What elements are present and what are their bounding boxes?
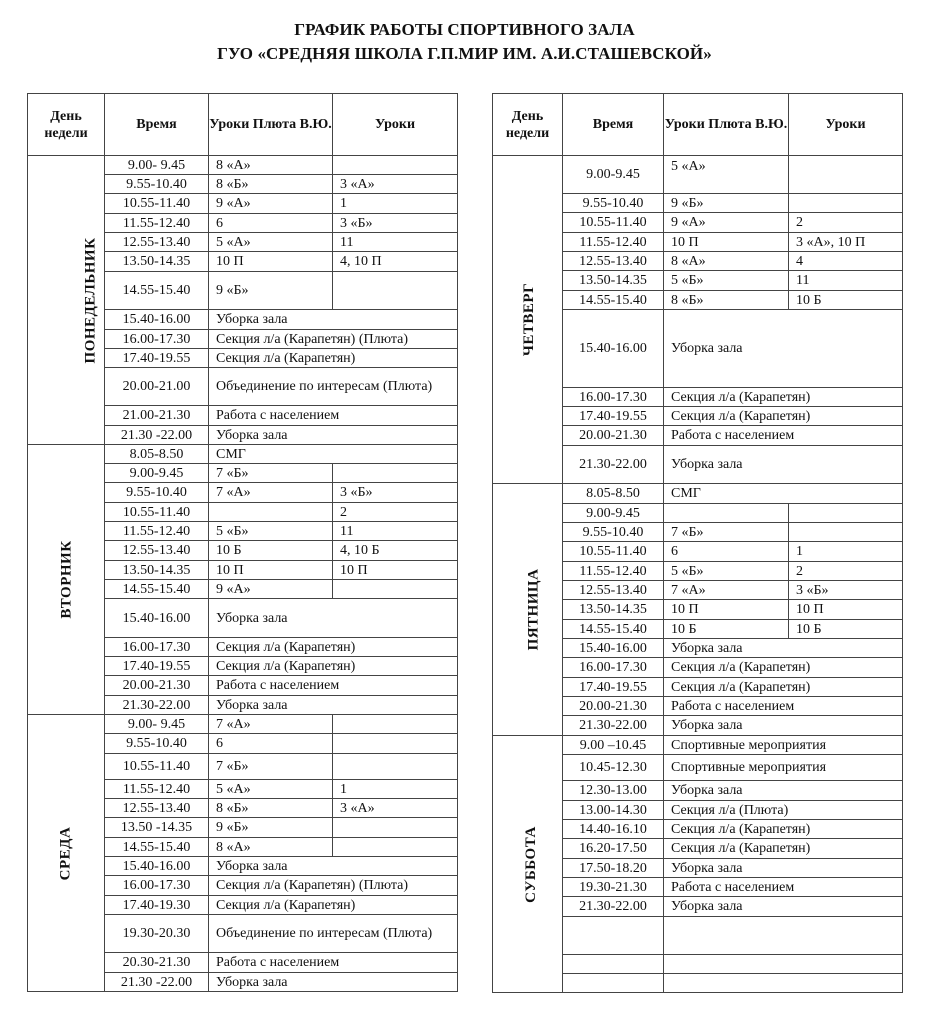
pluta-lesson-cell: 5 «А» <box>209 233 333 252</box>
time-cell: 21.00-21.30 <box>105 406 209 426</box>
pluta-lesson-cell: 7 «Б» <box>664 523 789 542</box>
time-cell: 9.00-9.45 <box>563 156 664 194</box>
activity-cell: Работа с населением <box>209 406 458 426</box>
activity-cell: Уборка зала <box>664 310 903 388</box>
time-cell: 11.55-12.40 <box>563 233 664 252</box>
activity-cell: Секция л/а (Карапетян) <box>209 349 458 368</box>
pluta-lesson-cell: 8 «А» <box>664 252 789 271</box>
time-cell: 17.40-19.55 <box>563 407 664 426</box>
time-cell: 21.30 -22.00 <box>105 973 209 992</box>
activity-cell <box>664 955 903 974</box>
activity-cell: Уборка зала <box>209 857 458 876</box>
lesson-cell <box>789 523 903 542</box>
lesson-cell: 1 <box>789 542 903 562</box>
activity-cell: Объединение по интересам (Плюта) <box>209 368 458 406</box>
activity-cell: Работа с населением <box>664 878 903 897</box>
lesson-cell: 4, 10 Б <box>333 541 458 561</box>
document-subtitle: ГУО «СРЕДНЯЯ ШКОЛА Г.П.МИР ИМ. А.И.СТАШЕВСКОЙ» <box>217 44 712 63</box>
lesson-cell: 10 Б <box>789 620 903 639</box>
pluta-lesson-cell: 6 <box>209 214 333 233</box>
pluta-lesson-cell: 5 «А» <box>664 156 789 194</box>
activity-cell: Уборка зала <box>209 696 458 715</box>
time-cell: 11.55-12.40 <box>105 214 209 233</box>
time-cell: 21.30-22.00 <box>563 446 664 484</box>
day-cell <box>493 484 563 736</box>
table-row <box>493 736 903 755</box>
activity-cell: Секция л/а (Карапетян) <box>664 658 903 678</box>
pluta-lesson-cell: 9 «Б» <box>209 818 333 838</box>
activity-cell: Уборка зала <box>664 639 903 658</box>
pluta-lesson-cell: 10 П <box>209 252 333 272</box>
lesson-cell: 2 <box>789 562 903 581</box>
pluta-lesson-cell: 9 «А» <box>209 194 333 214</box>
pluta-lesson-cell: 6 <box>209 734 333 754</box>
time-cell: 15.40-16.00 <box>105 310 209 330</box>
time-cell: 10.45-12.30 <box>563 755 664 781</box>
pluta-lesson-cell: 5 «А» <box>209 780 333 799</box>
pluta-lesson-cell: 10 П <box>209 561 333 580</box>
pluta-lesson-cell: 5 «Б» <box>664 271 789 291</box>
time-cell: 14.55-15.40 <box>563 620 664 639</box>
time-cell: 19.30-21.30 <box>563 878 664 897</box>
lesson-cell: 3 «Б» <box>333 483 458 503</box>
time-cell: 10.55-11.40 <box>105 754 209 780</box>
activity-cell: Объединение по интересам (Плюта) <box>209 915 458 953</box>
activity-cell: Секция л/а (Карапетян) <box>664 407 903 426</box>
table-body <box>493 156 903 993</box>
pluta-lesson-cell: 7 «А» <box>664 581 789 600</box>
activity-cell: СМГ <box>209 445 458 464</box>
lesson-cell <box>333 580 458 599</box>
activity-cell: Уборка зала <box>664 859 903 878</box>
activity-cell: Уборка зала <box>664 716 903 736</box>
header-lessons: Уроки <box>333 94 458 156</box>
table-body <box>28 156 458 992</box>
document-title: ГРАФИК РАБОТЫ СПОРТИВНОГО ЗАЛА <box>294 20 635 39</box>
lesson-cell: 11 <box>333 522 458 541</box>
time-cell: 12.55-13.40 <box>105 799 209 818</box>
time-cell: 9.00- 9.45 <box>105 715 209 734</box>
time-cell: 16.00-17.30 <box>563 388 664 407</box>
day-name: СУББОТА <box>522 825 539 903</box>
lesson-cell <box>333 464 458 483</box>
lesson-cell <box>789 504 903 523</box>
time-cell: 13.00-14.30 <box>563 801 664 820</box>
lesson-cell <box>333 156 458 175</box>
table-row <box>28 715 458 734</box>
lesson-cell: 10 П <box>333 561 458 580</box>
activity-cell: Секция л/а (Карапетян) <box>664 388 903 407</box>
time-cell <box>563 974 664 993</box>
table-row <box>493 156 903 194</box>
activity-cell: Секция л/а (Карапетян) (Плюта) <box>209 876 458 896</box>
pluta-lesson-cell: 9 «А» <box>664 213 789 233</box>
pluta-lesson-cell: 7 «Б» <box>209 754 333 780</box>
header-pluta-lessons: Уроки Плюта В.Ю. <box>209 94 333 156</box>
time-cell <box>563 917 664 955</box>
time-cell: 10.55-11.40 <box>105 503 209 522</box>
time-cell: 12.55-13.40 <box>563 252 664 271</box>
time-cell: 9.55-10.40 <box>563 194 664 213</box>
lesson-cell: 2 <box>789 213 903 233</box>
day-name: ВТОРНИК <box>58 540 75 619</box>
time-cell: 15.40-16.00 <box>563 310 664 388</box>
lesson-cell <box>789 156 903 194</box>
time-cell: 12.55-13.40 <box>105 233 209 252</box>
pluta-lesson-cell: 5 «Б» <box>664 562 789 581</box>
activity-cell: Уборка зала <box>209 599 458 638</box>
pluta-lesson-cell: 8 «Б» <box>209 799 333 818</box>
lesson-cell: 3 «А», 10 П <box>789 233 903 252</box>
time-cell: 20.00-21.00 <box>105 368 209 406</box>
activity-cell: Уборка зала <box>209 426 458 445</box>
day-cell <box>493 736 563 993</box>
activity-cell: Секция л/а (Карапетян) <box>664 678 903 697</box>
pluta-lesson-cell: 8 «А» <box>209 838 333 857</box>
time-cell: 13.50-14.35 <box>105 561 209 580</box>
header-day: День недели <box>28 94 105 156</box>
time-cell: 20.00-21.30 <box>105 676 209 696</box>
lesson-cell <box>333 715 458 734</box>
activity-cell: Работа с населением <box>209 676 458 696</box>
time-cell: 13.50-14.35 <box>105 252 209 272</box>
activity-cell: Секция л/а (Карапетян) <box>209 896 458 915</box>
time-cell: 21.30-22.00 <box>563 716 664 736</box>
pluta-lesson-cell: 7 «Б» <box>209 464 333 483</box>
time-cell: 9.55-10.40 <box>105 734 209 754</box>
time-cell: 12.55-13.40 <box>563 581 664 600</box>
activity-cell: Уборка зала <box>664 781 903 801</box>
table-row <box>28 156 458 175</box>
activity-cell: Секция л/а (Карапетян) <box>209 657 458 676</box>
header-row <box>493 94 903 156</box>
pluta-lesson-cell <box>209 503 333 522</box>
pluta-lesson-cell: 10 П <box>664 233 789 252</box>
time-cell: 14.55-15.40 <box>563 291 664 310</box>
time-cell: 16.00-17.30 <box>105 638 209 657</box>
activity-cell: Работа с населением <box>209 953 458 973</box>
time-cell: 21.30 -22.00 <box>105 426 209 445</box>
pluta-lesson-cell: 5 «Б» <box>209 522 333 541</box>
header-pluta-lessons: Уроки Плюта В.Ю. <box>664 94 789 156</box>
activity-cell <box>664 917 903 955</box>
time-cell: 10.55-11.40 <box>563 213 664 233</box>
time-cell: 16.00-17.30 <box>105 330 209 349</box>
lesson-cell: 10 Б <box>789 291 903 310</box>
activity-cell: Секция л/а (Карапетян) (Плюта) <box>209 330 458 349</box>
pluta-lesson-cell: 9 «А» <box>209 580 333 599</box>
lesson-cell <box>333 818 458 838</box>
lesson-cell: 3 «А» <box>333 175 458 194</box>
time-cell: 17.40-19.55 <box>105 349 209 368</box>
lesson-cell: 10 П <box>789 600 903 620</box>
time-cell: 13.50-14.35 <box>563 600 664 620</box>
activity-cell: Секция л/а (Карапетян) <box>209 638 458 657</box>
activity-cell: Уборка зала <box>209 973 458 992</box>
day-name: СРЕДА <box>57 826 74 880</box>
lesson-cell: 4, 10 П <box>333 252 458 272</box>
time-cell: 15.40-16.00 <box>105 599 209 638</box>
activity-cell: Работа с населением <box>664 697 903 716</box>
time-cell: 12.55-13.40 <box>105 541 209 561</box>
activity-cell: СМГ <box>664 484 903 504</box>
activity-cell: Секция л/а (Карапетян) <box>664 820 903 839</box>
time-cell: 9.00 –10.45 <box>563 736 664 755</box>
pluta-lesson-cell <box>664 504 789 523</box>
time-cell: 16.00-17.30 <box>563 658 664 678</box>
pluta-lesson-cell: 7 «А» <box>209 483 333 503</box>
activity-cell: Уборка зала <box>664 897 903 917</box>
table-row <box>493 484 903 504</box>
time-cell: 14.55-15.40 <box>105 838 209 857</box>
day-cell <box>28 445 105 715</box>
time-cell: 9.55-10.40 <box>105 175 209 194</box>
header-lessons: Уроки <box>789 94 903 156</box>
time-cell: 17.40-19.30 <box>105 896 209 915</box>
time-cell <box>563 955 664 974</box>
time-cell: 10.55-11.40 <box>563 542 664 562</box>
table-row <box>28 445 458 464</box>
pluta-lesson-cell: 9 «Б» <box>664 194 789 213</box>
lesson-cell: 4 <box>789 252 903 271</box>
lesson-cell: 1 <box>333 780 458 799</box>
day-cell <box>28 156 105 445</box>
time-cell: 8.05-8.50 <box>563 484 664 504</box>
time-cell: 9.00-9.45 <box>105 464 209 483</box>
pluta-lesson-cell: 8 «Б» <box>209 175 333 194</box>
time-cell: 17.40-19.55 <box>563 678 664 697</box>
activity-cell <box>664 974 903 993</box>
header-day: День недели <box>493 94 563 156</box>
activity-cell: Спортивные мероприятия <box>664 755 903 781</box>
lesson-cell: 11 <box>789 271 903 291</box>
header-time: Время <box>105 94 209 156</box>
lesson-cell: 3 «Б» <box>333 214 458 233</box>
time-cell: 13.50 -14.35 <box>105 818 209 838</box>
pluta-lesson-cell: 8 «А» <box>209 156 333 175</box>
time-cell: 9.00-9.45 <box>563 504 664 523</box>
day-cell <box>28 715 105 992</box>
lesson-cell: 3 «А» <box>333 799 458 818</box>
time-cell: 20.30-21.30 <box>105 953 209 973</box>
lesson-cell <box>333 838 458 857</box>
lesson-cell: 11 <box>333 233 458 252</box>
time-cell: 12.30-13.00 <box>563 781 664 801</box>
time-cell: 9.55-10.40 <box>105 483 209 503</box>
time-cell: 17.40-19.55 <box>105 657 209 676</box>
time-cell: 16.00-17.30 <box>105 876 209 896</box>
time-cell: 15.40-16.00 <box>105 857 209 876</box>
time-cell: 16.20-17.50 <box>563 839 664 859</box>
pluta-lesson-cell: 6 <box>664 542 789 562</box>
time-cell: 14.55-15.40 <box>105 272 209 310</box>
time-cell: 20.00-21.30 <box>563 697 664 716</box>
pluta-lesson-cell: 10 Б <box>209 541 333 561</box>
day-name: ПЯТНИЦА <box>525 568 542 651</box>
time-cell: 13.50-14.35 <box>563 271 664 291</box>
day-name: ПОНЕДЕЛЬНИК <box>82 237 99 363</box>
day-name: ЧЕТВЕРГ <box>521 282 538 357</box>
pluta-lesson-cell: 9 «Б» <box>209 272 333 310</box>
activity-cell: Секция л/а (Карапетян) <box>664 839 903 859</box>
time-cell: 11.55-12.40 <box>563 562 664 581</box>
lesson-cell <box>333 734 458 754</box>
time-cell: 11.55-12.40 <box>105 780 209 799</box>
lesson-cell <box>789 194 903 213</box>
header-time: Время <box>563 94 664 156</box>
pluta-lesson-cell: 10 П <box>664 600 789 620</box>
day-cell <box>493 156 563 484</box>
time-cell: 14.55-15.40 <box>105 580 209 599</box>
pluta-lesson-cell: 7 «А» <box>209 715 333 734</box>
lesson-cell: 1 <box>333 194 458 214</box>
lesson-cell <box>333 754 458 780</box>
time-cell: 21.30-22.00 <box>105 696 209 715</box>
time-cell: 15.40-16.00 <box>563 639 664 658</box>
time-cell: 11.55-12.40 <box>105 522 209 541</box>
activity-cell: Уборка зала <box>209 310 458 330</box>
activity-cell: Секция л/а (Плюта) <box>664 801 903 820</box>
activity-cell: Уборка зала <box>664 446 903 484</box>
activity-cell: Работа с населением <box>664 426 903 446</box>
time-cell: 17.50-18.20 <box>563 859 664 878</box>
lesson-cell <box>333 272 458 310</box>
time-cell: 21.30-22.00 <box>563 897 664 917</box>
time-cell: 14.40-16.10 <box>563 820 664 839</box>
time-cell: 8.05-8.50 <box>105 445 209 464</box>
pluta-lesson-cell: 10 Б <box>664 620 789 639</box>
time-cell: 9.55-10.40 <box>563 523 664 542</box>
time-cell: 19.30-20.30 <box>105 915 209 953</box>
header-row <box>28 94 458 156</box>
schedule-table-right <box>492 93 903 993</box>
pluta-lesson-cell: 8 «Б» <box>664 291 789 310</box>
lesson-cell: 3 «Б» <box>789 581 903 600</box>
lesson-cell: 2 <box>333 503 458 522</box>
time-cell: 20.00-21.30 <box>563 426 664 446</box>
time-cell: 10.55-11.40 <box>105 194 209 214</box>
schedule-table-left <box>27 93 458 992</box>
time-cell: 9.00- 9.45 <box>105 156 209 175</box>
activity-cell: Спортивные мероприятия <box>664 736 903 755</box>
